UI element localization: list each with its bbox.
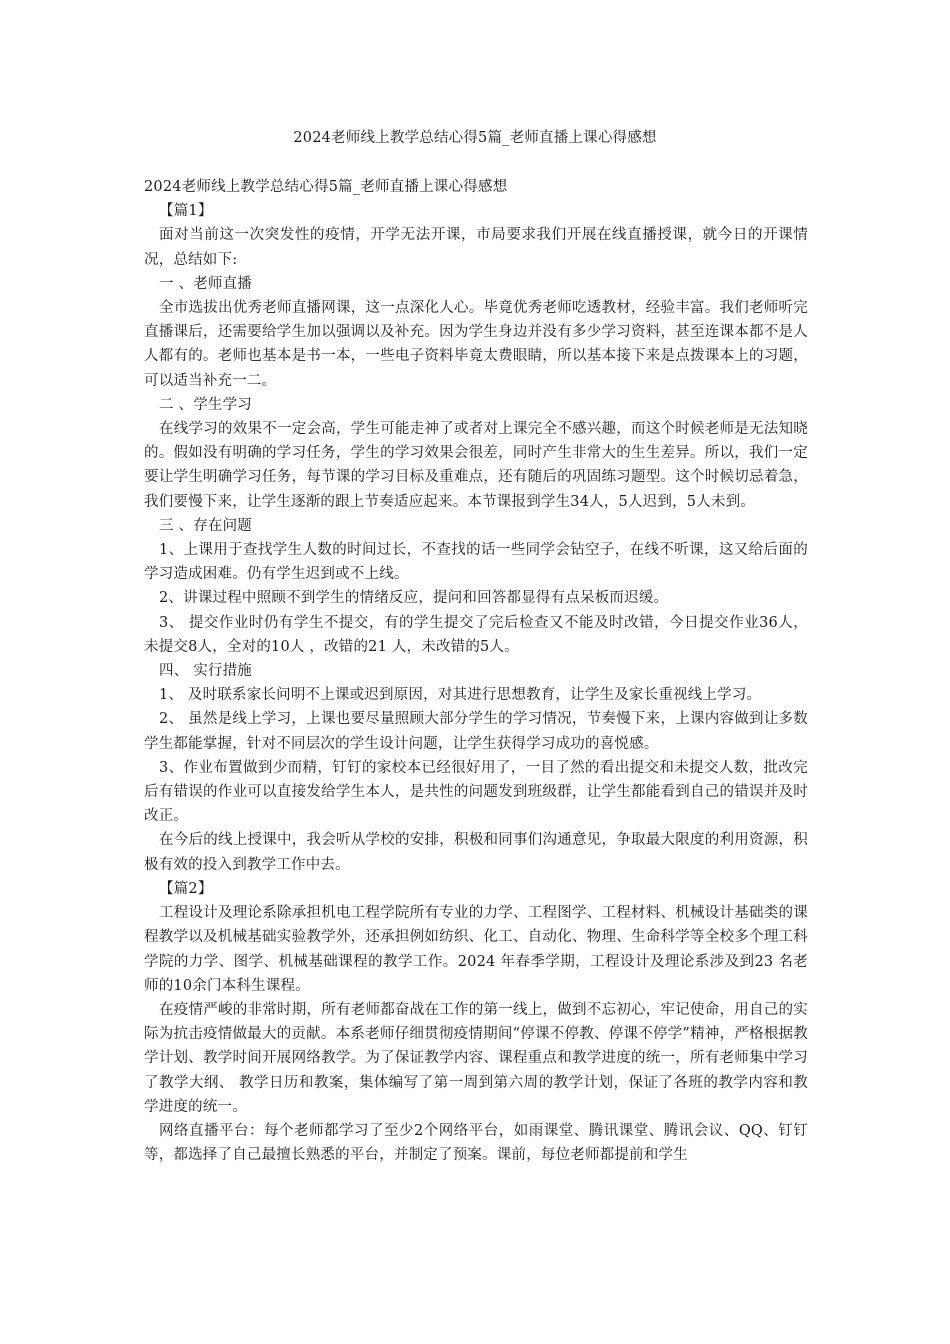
paragraph: 一 、老师直播 xyxy=(159,275,253,292)
paragraph: 在疫情严峻的非常时期，所有老师都奋战在工作的第一线上，做到不忘初心，牢记使命，用自己的实际为抗击疫情做最大的贡献。本系老师仔细贯彻疫情期间“停课不停教、停课不停学”精神，严格根据教学计划、教学时间开展网络教学。为了保证教学内容、课程重点和教学进度的统一，所有老师集中学习了教学大纲、 教学日历和教案，集体编写了第一周到第六周的教学计划，保证了各班的教学内容和教学进度的统一。 xyxy=(144,1001,808,1115)
paragraph: 在今后的线上授课中，我会听从学校的安排，积极和同事们沟通意见，争取最大限度的利用资源，积极有效的投入到教学工作中去。 xyxy=(144,832,808,873)
paragraph: 四、 实行措施 xyxy=(159,663,253,680)
document-title: 2024老师线上教学总结心得5篇_老师直播上课心得感想 xyxy=(293,130,657,146)
paragraph: 【篇2】 xyxy=(159,880,213,897)
paragraph: 3、作业布置做到少而精，钉钉的家校本已经很好用了，一目了然的看出提交和未提交人数，批改完后有错误的作业可以直接发给学生本人，是共性的问题发到班级群，让学生都能看到自己的错误并及时改正。 xyxy=(144,759,808,825)
paragraph: 面对当前这一次突发性的疫情，开学无法开课，市局要求我们开展在线直播授课，就今日的开课情况，总结如下: xyxy=(144,227,808,268)
paragraph: 网络直播平台：每个老师都学习了至少2个网络平台，如雨课堂、腾讯课堂、腾讯会议、QQ、钉钉等，都选择了自己最擅长熟悉的平台，并制定了预案。课前，每位老师都提前和学生 xyxy=(144,1122,808,1164)
paragraph: 【篇1】 xyxy=(159,203,213,220)
paragraph: 二 、学生学习 xyxy=(159,396,253,413)
paragraph: 工程设计及理论系除承担机电工程学院所有专业的力学、工程图学、工程材料、机械设计基础类的课程教学以及机械基础实验教学外，还承担例如纺织、化工、自动化、物理、生命科学等全校多个理工科学院的力学、图学、机械基础课程的教学工作。2024 年春季学期，工程设计及理论系涉及到23 名老师的10余门本科生课程。 xyxy=(144,905,808,994)
paragraph: 2、讲课过程中照顾不到学生的情绪反应，提问和回答都显得有点呆板而迟缓。 xyxy=(159,590,669,607)
paragraph: 全市选拔出优秀老师直播网课，这一点深化人心。毕竟优秀老师吃透教材，经验丰富。我们老师听完直播课后，还需要给学生加以强调以及补充。因为学生身边并没有多少学习资料，甚至连课本都不是人人都有的。老师也基本是书一本，一些电子资料毕竟太费眼睛，所以基本接下来是点拨课本上的习题，可以适当补充一二。 xyxy=(144,300,808,389)
document-body xyxy=(144,175,808,1167)
paragraph: 2、 虽然是线上学习，上课也要尽量照顾大部分学生的学习情况，节奏慢下来，上课内容做到让多数学生都能掌握，针对不同层次的学生设计问题，让学生获得学习成功的喜悦感。 xyxy=(144,711,808,752)
paragraph: 三 、存在问题 xyxy=(159,517,253,534)
paragraph: 在线学习的效果不一定会高，学生可能走神了或者对上课完全不感兴趣，而这个时候老师是无法知晓的。假如没有明确的学习任务，学生的学习效果会很差，同时产生非常大的生生差异。所以，我们一定要让学生明确学习任务，每节课的学习目标及重难点，还有随后的巩固练习题型。这个时候切忌着急，我们要慢下来，让学生逐渐的跟上节奏适应起来。本节课报到学生34人，5人迟到，5人未到。 xyxy=(144,421,808,510)
paragraph: 1、 及时联系家长问明不上课或迟到原因，对其进行思想教育，让学生及家长重视线上学习。 xyxy=(159,687,762,704)
paragraph: 2024老师线上教学总结心得5篇_老师直播上课心得感想 xyxy=(144,179,508,195)
paragraph: 3、 提交作业时仍有学生不提交，有的学生提交了完后检查又不能及时改错，今日提交作业36人，未提交8人，全对的10人 ，改错的21 人，未改错的5人。 xyxy=(144,614,808,655)
paragraph: 1、上课用于查找学生人数的时间过长，不查找的话一些同学会钻空子，在线不听课，这又给后面的学习造成困难。仍有学生迟到或不上线。 xyxy=(144,542,808,583)
